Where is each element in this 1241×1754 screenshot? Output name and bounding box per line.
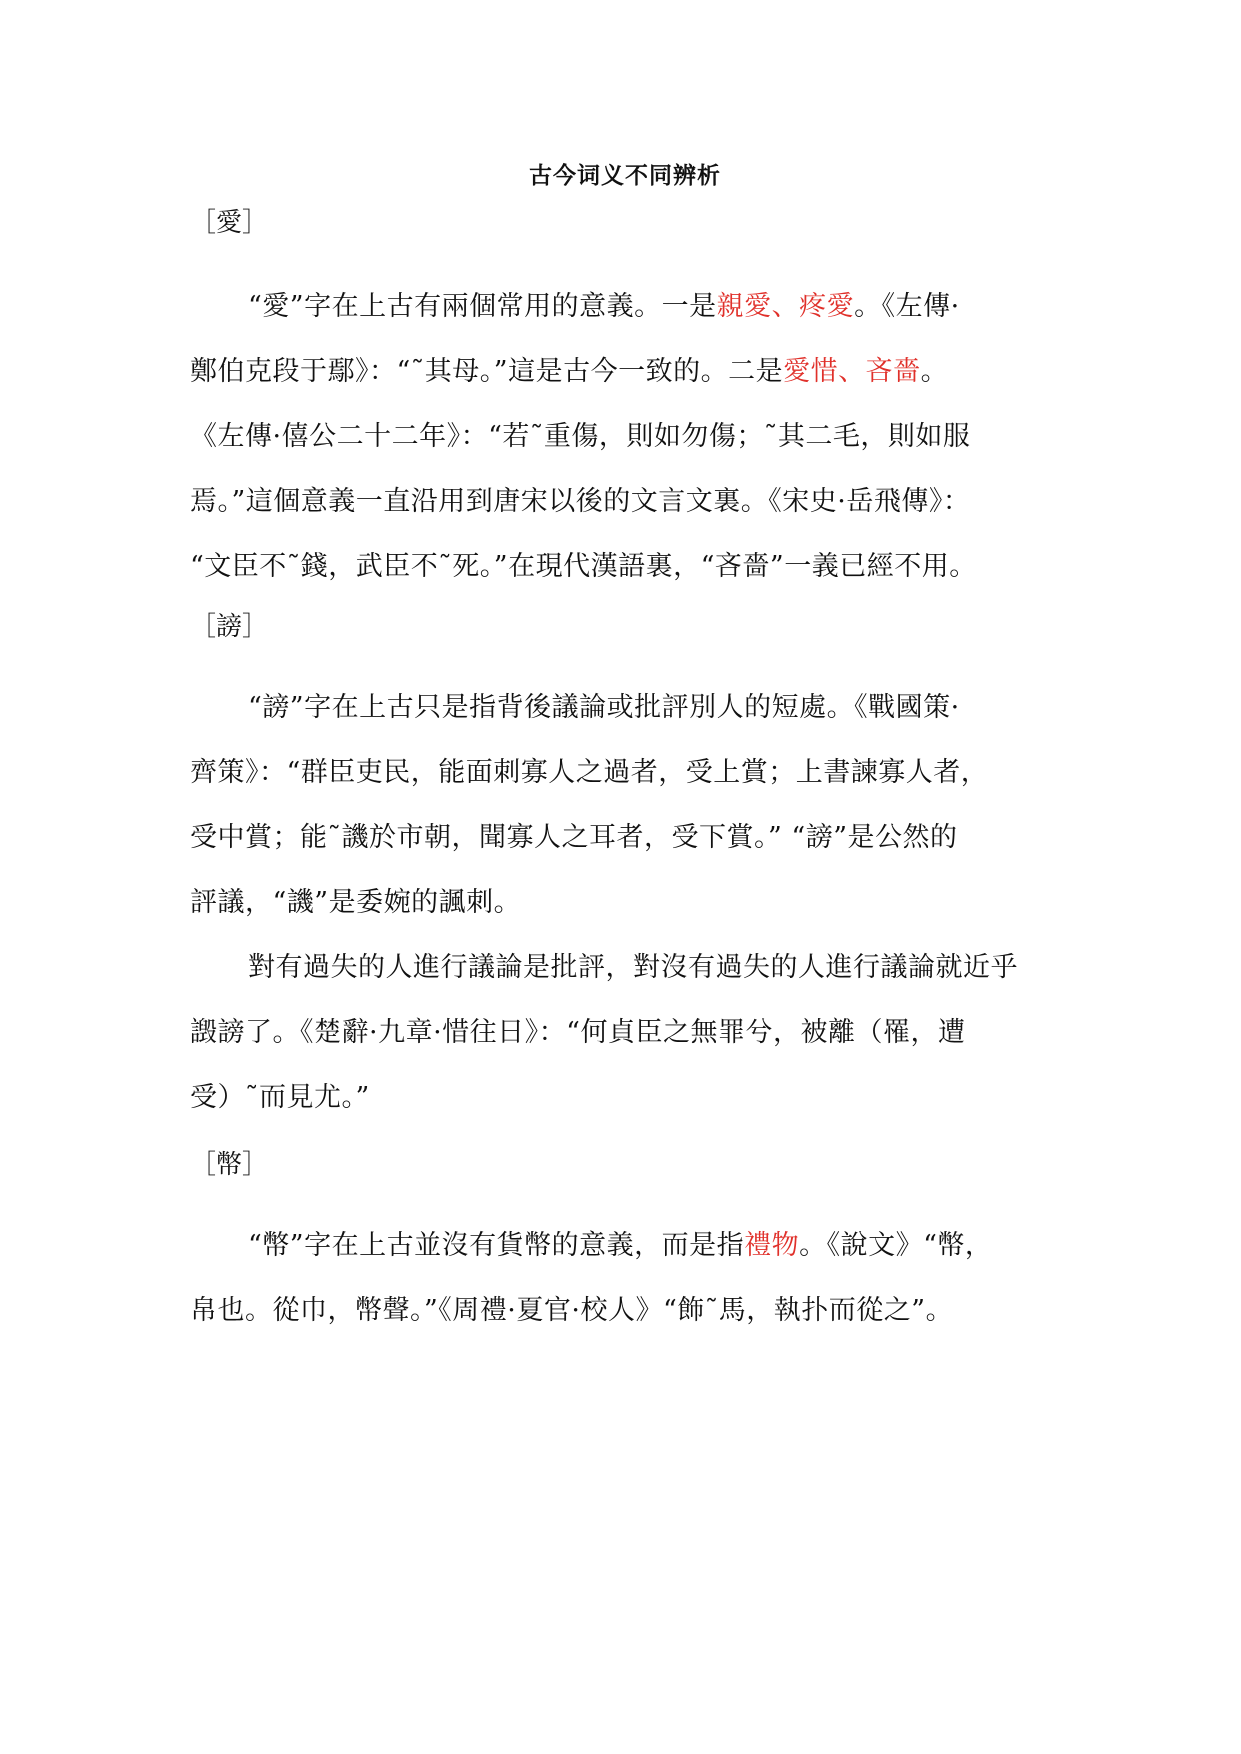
paragraph-line: “愛”字在上古有兩個常用的意義。一是親愛、疼愛。《左傳·: [248, 291, 960, 322]
paragraph-line: 受）˜而見尤。”: [190, 1082, 370, 1113]
paragraph-line: 受中賞；能˜譏於市朝，聞寡人之耳者，受下賞。” “謗”是公然的: [190, 822, 958, 853]
page-title: 古今词义不同辨析: [529, 163, 721, 189]
paragraph-line: “文臣不˜錢，武臣不˜死。”在現代漢語裏，“吝嗇”一義已經不用。: [190, 551, 977, 582]
section-heading-bang: ［謗］: [190, 612, 269, 642]
paragraph-line: 評議，“譏”是委婉的諷刺。: [190, 887, 522, 918]
paragraph-bi: [190, 1213, 1060, 1343]
paragraph-line: 齊策》：“群臣吏民，能面刺寡人之過者，受上賞；上書諫寡人者，: [190, 757, 989, 788]
highlight-text: 禮物: [744, 1230, 800, 1261]
paragraph-line: 《左傳·僖公二十二年》：“若˜重傷，則如勿傷；˜其二毛，則如服: [190, 421, 971, 452]
paragraph-line: 焉。”這個意義一直沿用到唐宋以後的文言文裏。《宋史·岳飛傳》：: [190, 486, 971, 517]
section-heading-bi: ［幣］: [190, 1150, 269, 1180]
paragraph-bang-1: [190, 675, 1060, 935]
paragraph-line: “幣”字在上古並沒有貨幣的意義，而是指禮物。《說文》“幣，: [248, 1230, 993, 1261]
document-page: [190, 0, 1060, 1754]
paragraph-line: 帛也。從巾，幣聲。”《周禮·夏官·校人》“飾˜馬，執扑而從之”。: [190, 1295, 954, 1326]
paragraph-line: 譭謗了。《楚辭·九章·惜往日》：“何貞臣之無罪兮，被離（罹，遭: [190, 1017, 966, 1048]
paragraph-line: 對有過失的人進行議論是批評，對沒有過失的人進行議論就近乎: [248, 952, 1018, 983]
section-heading-ai: ［愛］: [190, 208, 269, 238]
paragraph-ai: [190, 274, 1060, 599]
highlight-text: 親愛、疼愛: [716, 291, 855, 322]
paragraph-line: 鄭伯克段于鄢》：“˜其母。”這是古今一致的。二是愛惜、吝嗇。: [190, 356, 949, 387]
paragraph-line: “謗”字在上古只是指背後議論或批評別人的短處。《戰國策·: [248, 692, 960, 723]
paragraph-bang-2: [190, 935, 1060, 1130]
highlight-text: 愛惜、吝嗇: [783, 356, 921, 387]
